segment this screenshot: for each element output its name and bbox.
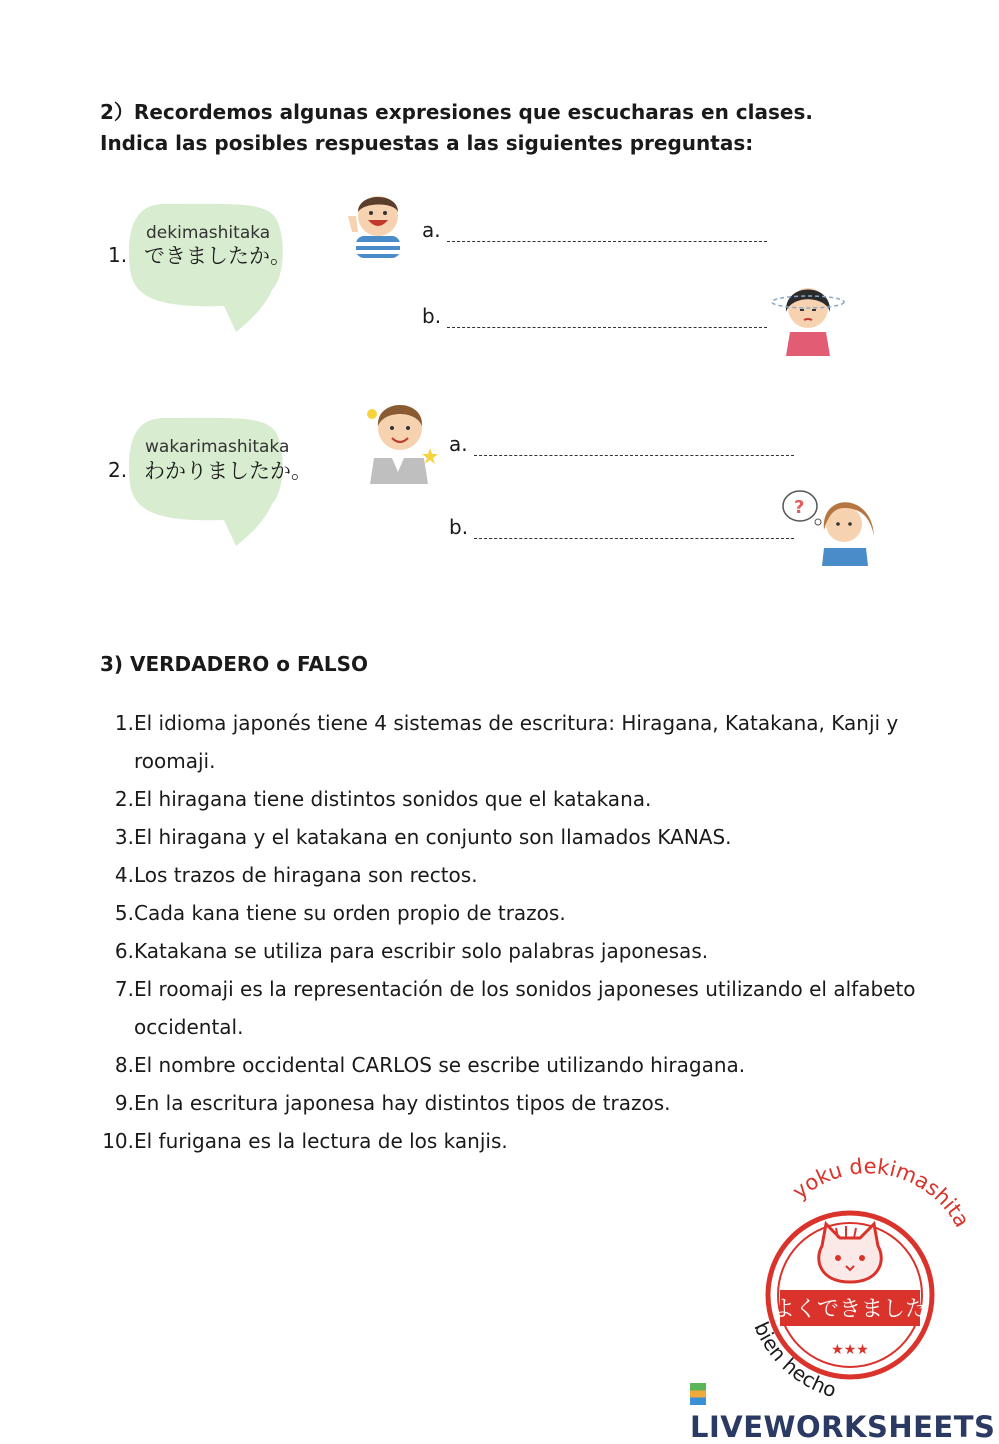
stamp-japanese-text: よくできました [772, 1297, 928, 1322]
item-number: 6. [114, 939, 134, 963]
yoku-dekimashita-stamp [740, 1150, 990, 1410]
item-text: El roomaji es la representación de los sonidos japoneses utilizando el alfabeto [134, 977, 916, 1001]
item-text: El nombre occidental CARLOS se escribe utilizando hiragana. [134, 1053, 746, 1077]
question-1-answer-b-label: b. [422, 304, 442, 328]
question-2-answer-a-line[interactable] [474, 455, 794, 456]
question-1-answer-a-line[interactable] [447, 241, 767, 242]
question-1-romaji: dekimashitaka [146, 223, 271, 243]
list-item [100, 932, 940, 970]
item-text-continuation: roomaji. [134, 749, 216, 773]
logo-text: LIVEWORKSHEETS [690, 1410, 996, 1444]
item-number: 10. [102, 1129, 134, 1153]
boy-peace-sign-illustration [344, 186, 412, 258]
item-number: 7. [114, 977, 134, 1001]
question-2-answer-b-line[interactable] [474, 538, 794, 539]
man-understood-illustration [358, 388, 442, 484]
item-text: En la escritura japonesa hay distintos tipos de trazos. [134, 1091, 671, 1115]
list-item [100, 970, 940, 1046]
stamp-bottom-text: bien hecho [749, 1318, 840, 1403]
item-text: El idioma japonés tiene 4 sistemas de escritura: Hiragana, Katakana, Kanji y [134, 711, 899, 735]
item-text: Cada kana tiene su orden propio de trazos. [134, 901, 566, 925]
liveworksheets-logo[interactable] [690, 1376, 999, 1444]
section-2-title-line1: 2）Recordemos algunas expresiones que escucharas en clases. [100, 100, 813, 124]
item-number: 9. [114, 1091, 134, 1115]
list-item [100, 780, 940, 818]
item-text: Katakana se utiliza para escribir solo palabras japonesas. [134, 939, 709, 963]
item-text: El hiragana tiene distintos sonidos que el katakana. [134, 787, 652, 811]
list-item [100, 704, 940, 780]
section-2-heading [100, 97, 960, 159]
item-number: 8. [114, 1053, 134, 1077]
item-text: El hiragana y el katakana en conjunto son llamados KANAS. [134, 825, 732, 849]
woman-question-illustration [780, 486, 880, 566]
true-false-list [100, 704, 940, 1160]
question-2-answer-b-label: b. [449, 515, 469, 539]
question-1-answer-b-line[interactable] [447, 327, 767, 328]
section-2-title-line2: Indica las posibles respuestas a las siguientes preguntas: [100, 131, 754, 155]
item-text: El furigana es la lectura de los kanjis. [134, 1129, 508, 1153]
question-2-number: 2. [108, 458, 128, 482]
svg-text:?: ? [794, 497, 805, 518]
item-text: Los trazos de hiragana son rectos. [134, 863, 478, 887]
item-text-continuation: occidental. [134, 1015, 244, 1039]
item-number: 5. [114, 901, 134, 925]
list-item [100, 1046, 940, 1084]
stamp-stars: ★★★ [831, 1342, 869, 1358]
list-item [100, 856, 940, 894]
item-number: 3. [114, 825, 134, 849]
liveworksheets-logo-icon [690, 1383, 706, 1405]
question-1-japanese: できましたか。 [144, 244, 291, 268]
question-2-romaji: wakarimashitaka [145, 437, 290, 457]
list-item [100, 818, 940, 856]
question-2-japanese: わかりましたか。 [144, 459, 312, 483]
question-2-answer-a-label: a. [449, 432, 468, 456]
question-1-answer-a-label: a. [422, 218, 441, 242]
girl-unsure-illustration [768, 272, 848, 356]
item-number: 2. [114, 787, 134, 811]
list-item [100, 1084, 940, 1122]
item-number: 4. [114, 863, 134, 887]
stamp-arc-text: yoku dekimashita [787, 1154, 975, 1232]
section-3-title: 3) VERDADERO o FALSO [100, 652, 368, 676]
item-number: 1. [114, 711, 134, 735]
list-item [100, 894, 940, 932]
question-1-number: 1. [108, 243, 128, 267]
